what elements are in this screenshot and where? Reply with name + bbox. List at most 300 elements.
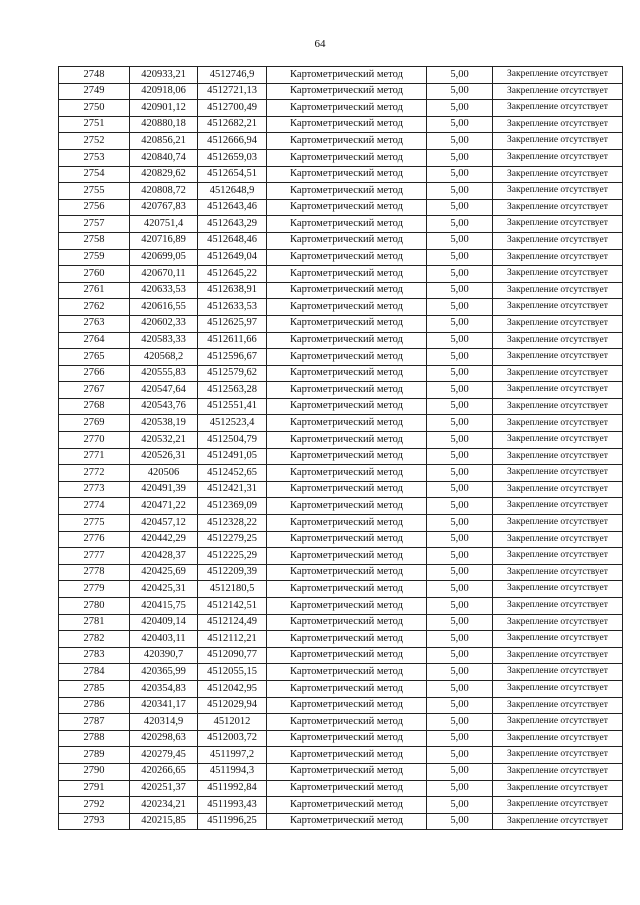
table-row [59, 448, 623, 465]
x-coordinate-cell: 420699,05 [130, 249, 198, 266]
point-number-cell: 2753 [59, 149, 130, 166]
x-coordinate-cell: 420751,4 [130, 216, 198, 233]
accuracy-cell: 5,00 [427, 797, 493, 814]
method-cell: Картометрический метод [267, 266, 427, 283]
method-cell: Картометрический метод [267, 680, 427, 697]
method-cell: Картометрический метод [267, 382, 427, 399]
fixation-cell: Закрепление отсутствует [493, 100, 623, 117]
fixation-cell: Закрепление отсутствует [493, 398, 623, 415]
fixation-cell: Закрепление отсутствует [493, 382, 623, 399]
point-number-cell: 2749 [59, 83, 130, 100]
table-row [59, 680, 623, 697]
table-row [59, 349, 623, 366]
table-row [59, 249, 623, 266]
x-coordinate-cell: 420526,31 [130, 448, 198, 465]
table-row [59, 697, 623, 714]
method-cell: Картометрический метод [267, 548, 427, 565]
accuracy-cell: 5,00 [427, 730, 493, 747]
table-row [59, 548, 623, 565]
fixation-cell: Закрепление отсутствует [493, 332, 623, 349]
point-number-cell: 2781 [59, 614, 130, 631]
accuracy-cell: 5,00 [427, 216, 493, 233]
fixation-cell: Закрепление отсутствует [493, 697, 623, 714]
y-coordinate-cell: 4512645,22 [198, 266, 267, 283]
y-coordinate-cell: 4512659,03 [198, 149, 267, 166]
point-number-cell: 2760 [59, 266, 130, 283]
fixation-cell: Закрепление отсутствует [493, 365, 623, 382]
point-number-cell: 2782 [59, 631, 130, 648]
x-coordinate-cell: 420568,2 [130, 349, 198, 366]
point-number-cell: 2769 [59, 415, 130, 432]
accuracy-cell: 5,00 [427, 365, 493, 382]
accuracy-cell: 5,00 [427, 432, 493, 449]
x-coordinate-cell: 420933,21 [130, 67, 198, 84]
fixation-cell: Закрепление отсутствует [493, 448, 623, 465]
table-row [59, 780, 623, 797]
y-coordinate-cell: 4512369,09 [198, 498, 267, 515]
accuracy-cell: 5,00 [427, 398, 493, 415]
x-coordinate-cell: 420415,75 [130, 598, 198, 615]
fixation-cell: Закрепление отсутствует [493, 813, 623, 830]
x-coordinate-cell: 420341,17 [130, 697, 198, 714]
point-number-cell: 2780 [59, 598, 130, 615]
accuracy-cell: 5,00 [427, 266, 493, 283]
x-coordinate-cell: 420532,21 [130, 432, 198, 449]
y-coordinate-cell: 4512029,94 [198, 697, 267, 714]
point-number-cell: 2789 [59, 747, 130, 764]
x-coordinate-cell: 420428,37 [130, 548, 198, 565]
fixation-cell: Закрепление отсутствует [493, 531, 623, 548]
method-cell: Картометрический метод [267, 315, 427, 332]
method-cell: Картометрический метод [267, 332, 427, 349]
x-coordinate-cell: 420583,33 [130, 332, 198, 349]
y-coordinate-cell: 4512746,9 [198, 67, 267, 84]
x-coordinate-cell: 420298,63 [130, 730, 198, 747]
fixation-cell: Закрепление отсутствует [493, 266, 623, 283]
y-coordinate-cell: 4511992,84 [198, 780, 267, 797]
accuracy-cell: 5,00 [427, 714, 493, 731]
method-cell: Картометрический метод [267, 216, 427, 233]
table-row [59, 415, 623, 432]
x-coordinate-cell: 420538,19 [130, 415, 198, 432]
y-coordinate-cell: 4512648,46 [198, 232, 267, 249]
point-number-cell: 2787 [59, 714, 130, 731]
y-coordinate-cell: 4512700,49 [198, 100, 267, 117]
accuracy-cell: 5,00 [427, 465, 493, 482]
point-number-cell: 2763 [59, 315, 130, 332]
point-number-cell: 2761 [59, 282, 130, 299]
accuracy-cell: 5,00 [427, 564, 493, 581]
table-row [59, 813, 623, 830]
table-row [59, 564, 623, 581]
method-cell: Картометрический метод [267, 199, 427, 216]
method-cell: Картометрический метод [267, 67, 427, 84]
method-cell: Картометрический метод [267, 498, 427, 515]
x-coordinate-cell: 420409,14 [130, 614, 198, 631]
fixation-cell: Закрепление отсутствует [493, 299, 623, 316]
x-coordinate-cell: 420602,33 [130, 315, 198, 332]
x-coordinate-cell: 420403,11 [130, 631, 198, 648]
fixation-cell: Закрепление отсутствует [493, 67, 623, 84]
table-row [59, 365, 623, 382]
y-coordinate-cell: 4512638,91 [198, 282, 267, 299]
accuracy-cell: 5,00 [427, 116, 493, 133]
x-coordinate-cell: 420840,74 [130, 149, 198, 166]
y-coordinate-cell: 4511997,2 [198, 747, 267, 764]
x-coordinate-cell: 420390,7 [130, 647, 198, 664]
y-coordinate-cell: 4512090,77 [198, 647, 267, 664]
y-coordinate-cell: 4512209,39 [198, 564, 267, 581]
fixation-cell: Закрепление отсутствует [493, 481, 623, 498]
point-number-cell: 2792 [59, 797, 130, 814]
y-coordinate-cell: 4512643,46 [198, 199, 267, 216]
accuracy-cell: 5,00 [427, 349, 493, 366]
table-row [59, 432, 623, 449]
accuracy-cell: 5,00 [427, 149, 493, 166]
table-row [59, 116, 623, 133]
method-cell: Картометрический метод [267, 415, 427, 432]
accuracy-cell: 5,00 [427, 249, 493, 266]
fixation-cell: Закрепление отсутствует [493, 730, 623, 747]
y-coordinate-cell: 4512551,41 [198, 398, 267, 415]
y-coordinate-cell: 4512625,97 [198, 315, 267, 332]
x-coordinate-cell: 420365,99 [130, 664, 198, 681]
accuracy-cell: 5,00 [427, 166, 493, 183]
x-coordinate-cell: 420555,83 [130, 365, 198, 382]
x-coordinate-cell: 420234,21 [130, 797, 198, 814]
method-cell: Картометрический метод [267, 232, 427, 249]
accuracy-cell: 5,00 [427, 515, 493, 532]
table-row [59, 166, 623, 183]
x-coordinate-cell: 420251,37 [130, 780, 198, 797]
table-row [59, 481, 623, 498]
point-number-cell: 2776 [59, 531, 130, 548]
method-cell: Картометрический метод [267, 100, 427, 117]
fixation-cell: Закрепление отсутствует [493, 614, 623, 631]
fixation-cell: Закрепление отсутствует [493, 149, 623, 166]
fixation-cell: Закрепление отсутствует [493, 515, 623, 532]
accuracy-cell: 5,00 [427, 481, 493, 498]
fixation-cell: Закрепление отсутствует [493, 432, 623, 449]
fixation-cell: Закрепление отсутствует [493, 498, 623, 515]
point-number-cell: 2785 [59, 680, 130, 697]
fixation-cell: Закрепление отсутствует [493, 714, 623, 731]
table-row [59, 747, 623, 764]
table-row [59, 67, 623, 84]
y-coordinate-cell: 4512682,21 [198, 116, 267, 133]
x-coordinate-cell: 420856,21 [130, 133, 198, 150]
table-row [59, 664, 623, 681]
x-coordinate-cell: 420506 [130, 465, 198, 482]
point-number-cell: 2775 [59, 515, 130, 532]
method-cell: Картометрический метод [267, 465, 427, 482]
method-cell: Картометрический метод [267, 398, 427, 415]
x-coordinate-cell: 420901,12 [130, 100, 198, 117]
y-coordinate-cell: 4512611,66 [198, 332, 267, 349]
fixation-cell: Закрепление отсутствует [493, 315, 623, 332]
table-row [59, 332, 623, 349]
table-row [59, 631, 623, 648]
y-coordinate-cell: 4512003,72 [198, 730, 267, 747]
fixation-cell: Закрепление отсутствует [493, 183, 623, 200]
table-row [59, 315, 623, 332]
y-coordinate-cell: 4512654,51 [198, 166, 267, 183]
y-coordinate-cell: 4512124,49 [198, 614, 267, 631]
table-row [59, 714, 623, 731]
method-cell: Картометрический метод [267, 282, 427, 299]
y-coordinate-cell: 4512721,13 [198, 83, 267, 100]
method-cell: Картометрический метод [267, 631, 427, 648]
method-cell: Картометрический метод [267, 448, 427, 465]
method-cell: Картометрический метод [267, 133, 427, 150]
accuracy-cell: 5,00 [427, 415, 493, 432]
accuracy-cell: 5,00 [427, 332, 493, 349]
fixation-cell: Закрепление отсутствует [493, 199, 623, 216]
method-cell: Картометрический метод [267, 149, 427, 166]
table-row [59, 598, 623, 615]
coordinates-table [58, 66, 623, 830]
method-cell: Картометрический метод [267, 598, 427, 615]
x-coordinate-cell: 420670,11 [130, 266, 198, 283]
y-coordinate-cell: 4512648,9 [198, 183, 267, 200]
fixation-cell: Закрепление отсутствует [493, 598, 623, 615]
y-coordinate-cell: 4511993,43 [198, 797, 267, 814]
table-row [59, 515, 623, 532]
page-number: 64 [314, 38, 326, 50]
table-row [59, 232, 623, 249]
accuracy-cell: 5,00 [427, 780, 493, 797]
table-row [59, 266, 623, 283]
method-cell: Картометрический метод [267, 299, 427, 316]
y-coordinate-cell: 4512643,29 [198, 216, 267, 233]
point-number-cell: 2750 [59, 100, 130, 117]
accuracy-cell: 5,00 [427, 448, 493, 465]
x-coordinate-cell: 420457,12 [130, 515, 198, 532]
fixation-cell: Закрепление отсутствует [493, 797, 623, 814]
accuracy-cell: 5,00 [427, 581, 493, 598]
point-number-cell: 2773 [59, 481, 130, 498]
method-cell: Картометрический метод [267, 564, 427, 581]
method-cell: Картометрический метод [267, 481, 427, 498]
table-row [59, 382, 623, 399]
point-number-cell: 2784 [59, 664, 130, 681]
point-number-cell: 2771 [59, 448, 130, 465]
table-row [59, 199, 623, 216]
accuracy-cell: 5,00 [427, 697, 493, 714]
fixation-cell: Закрепление отсутствует [493, 647, 623, 664]
table-row [59, 647, 623, 664]
point-number-cell: 2777 [59, 548, 130, 565]
accuracy-cell: 5,00 [427, 598, 493, 615]
y-coordinate-cell: 4512452,65 [198, 465, 267, 482]
x-coordinate-cell: 420425,69 [130, 564, 198, 581]
method-cell: Картометрический метод [267, 614, 427, 631]
x-coordinate-cell: 420918,06 [130, 83, 198, 100]
point-number-cell: 2762 [59, 299, 130, 316]
point-number-cell: 2754 [59, 166, 130, 183]
point-number-cell: 2751 [59, 116, 130, 133]
method-cell: Картометрический метод [267, 531, 427, 548]
accuracy-cell: 5,00 [427, 183, 493, 200]
fixation-cell: Закрепление отсутствует [493, 282, 623, 299]
point-number-cell: 2767 [59, 382, 130, 399]
accuracy-cell: 5,00 [427, 232, 493, 249]
accuracy-cell: 5,00 [427, 548, 493, 565]
y-coordinate-cell: 4511994,3 [198, 763, 267, 780]
method-cell: Картометрический метод [267, 714, 427, 731]
fixation-cell: Закрепление отсутствует [493, 415, 623, 432]
method-cell: Картометрический метод [267, 515, 427, 532]
y-coordinate-cell: 4512042,95 [198, 680, 267, 697]
table-row [59, 282, 623, 299]
fixation-cell: Закрепление отсутствует [493, 780, 623, 797]
fixation-cell: Закрепление отсутствует [493, 216, 623, 233]
x-coordinate-cell: 420442,29 [130, 531, 198, 548]
table-row [59, 581, 623, 598]
y-coordinate-cell: 4512649,04 [198, 249, 267, 266]
method-cell: Картометрический метод [267, 797, 427, 814]
point-number-cell: 2770 [59, 432, 130, 449]
fixation-cell: Закрепление отсутствует [493, 465, 623, 482]
point-number-cell: 2790 [59, 763, 130, 780]
y-coordinate-cell: 4512279,25 [198, 531, 267, 548]
method-cell: Картометрический метод [267, 747, 427, 764]
fixation-cell: Закрепление отсутствует [493, 116, 623, 133]
point-number-cell: 2748 [59, 67, 130, 84]
method-cell: Картометрический метод [267, 763, 427, 780]
accuracy-cell: 5,00 [427, 199, 493, 216]
point-number-cell: 2774 [59, 498, 130, 515]
y-coordinate-cell: 4512579,62 [198, 365, 267, 382]
table-row [59, 763, 623, 780]
method-cell: Картометрический метод [267, 664, 427, 681]
fixation-cell: Закрепление отсутствует [493, 564, 623, 581]
x-coordinate-cell: 420547,64 [130, 382, 198, 399]
accuracy-cell: 5,00 [427, 67, 493, 84]
method-cell: Картометрический метод [267, 83, 427, 100]
y-coordinate-cell: 4512112,21 [198, 631, 267, 648]
x-coordinate-cell: 420829,62 [130, 166, 198, 183]
point-number-cell: 2752 [59, 133, 130, 150]
method-cell: Картометрический метод [267, 647, 427, 664]
method-cell: Картометрический метод [267, 349, 427, 366]
accuracy-cell: 5,00 [427, 100, 493, 117]
fixation-cell: Закрепление отсутствует [493, 249, 623, 266]
table-row [59, 498, 623, 515]
method-cell: Картометрический метод [267, 730, 427, 747]
accuracy-cell: 5,00 [427, 531, 493, 548]
accuracy-cell: 5,00 [427, 763, 493, 780]
point-number-cell: 2778 [59, 564, 130, 581]
table-row [59, 398, 623, 415]
method-cell: Картометрический метод [267, 183, 427, 200]
x-coordinate-cell: 420266,65 [130, 763, 198, 780]
y-coordinate-cell: 4512563,28 [198, 382, 267, 399]
method-cell: Картометрический метод [267, 697, 427, 714]
fixation-cell: Закрепление отсутствует [493, 83, 623, 100]
fixation-cell: Закрепление отсутствует [493, 747, 623, 764]
table-row [59, 100, 623, 117]
table-row [59, 614, 623, 631]
x-coordinate-cell: 420633,53 [130, 282, 198, 299]
method-cell: Картометрический метод [267, 249, 427, 266]
table-row [59, 797, 623, 814]
y-coordinate-cell: 4512504,79 [198, 432, 267, 449]
point-number-cell: 2755 [59, 183, 130, 200]
accuracy-cell: 5,00 [427, 647, 493, 664]
table-row [59, 183, 623, 200]
point-number-cell: 2765 [59, 349, 130, 366]
y-coordinate-cell: 4512633,53 [198, 299, 267, 316]
y-coordinate-cell: 4512225,29 [198, 548, 267, 565]
accuracy-cell: 5,00 [427, 498, 493, 515]
method-cell: Картометрический метод [267, 813, 427, 830]
y-coordinate-cell: 4511996,25 [198, 813, 267, 830]
method-cell: Картометрический метод [267, 166, 427, 183]
x-coordinate-cell: 420471,22 [130, 498, 198, 515]
y-coordinate-cell: 4512142,51 [198, 598, 267, 615]
table-row [59, 730, 623, 747]
point-number-cell: 2793 [59, 813, 130, 830]
x-coordinate-cell: 420767,83 [130, 199, 198, 216]
fixation-cell: Закрепление отсутствует [493, 232, 623, 249]
point-number-cell: 2757 [59, 216, 130, 233]
x-coordinate-cell: 420215,85 [130, 813, 198, 830]
point-number-cell: 2758 [59, 232, 130, 249]
fixation-cell: Закрепление отсутствует [493, 631, 623, 648]
fixation-cell: Закрепление отсутствует [493, 763, 623, 780]
y-coordinate-cell: 4512055,15 [198, 664, 267, 681]
y-coordinate-cell: 4512523,4 [198, 415, 267, 432]
y-coordinate-cell: 4512012 [198, 714, 267, 731]
x-coordinate-cell: 420354,83 [130, 680, 198, 697]
accuracy-cell: 5,00 [427, 631, 493, 648]
y-coordinate-cell: 4512666,94 [198, 133, 267, 150]
method-cell: Картометрический метод [267, 581, 427, 598]
table-row [59, 531, 623, 548]
point-number-cell: 2788 [59, 730, 130, 747]
point-number-cell: 2783 [59, 647, 130, 664]
x-coordinate-cell: 420425,31 [130, 581, 198, 598]
fixation-cell: Закрепление отсутствует [493, 664, 623, 681]
y-coordinate-cell: 4512328,22 [198, 515, 267, 532]
table-row [59, 216, 623, 233]
x-coordinate-cell: 420716,89 [130, 232, 198, 249]
point-number-cell: 2764 [59, 332, 130, 349]
x-coordinate-cell: 420543,76 [130, 398, 198, 415]
x-coordinate-cell: 420808,72 [130, 183, 198, 200]
method-cell: Картометрический метод [267, 116, 427, 133]
x-coordinate-cell: 420616,55 [130, 299, 198, 316]
y-coordinate-cell: 4512180,5 [198, 581, 267, 598]
point-number-cell: 2791 [59, 780, 130, 797]
point-number-cell: 2772 [59, 465, 130, 482]
accuracy-cell: 5,00 [427, 747, 493, 764]
accuracy-cell: 5,00 [427, 680, 493, 697]
y-coordinate-cell: 4512421,31 [198, 481, 267, 498]
accuracy-cell: 5,00 [427, 282, 493, 299]
x-coordinate-cell: 420491,39 [130, 481, 198, 498]
method-cell: Картометрический метод [267, 365, 427, 382]
accuracy-cell: 5,00 [427, 133, 493, 150]
accuracy-cell: 5,00 [427, 664, 493, 681]
fixation-cell: Закрепление отсутствует [493, 548, 623, 565]
fixation-cell: Закрепление отсутствует [493, 349, 623, 366]
table-row [59, 465, 623, 482]
point-number-cell: 2779 [59, 581, 130, 598]
method-cell: Картометрический метод [267, 432, 427, 449]
accuracy-cell: 5,00 [427, 315, 493, 332]
